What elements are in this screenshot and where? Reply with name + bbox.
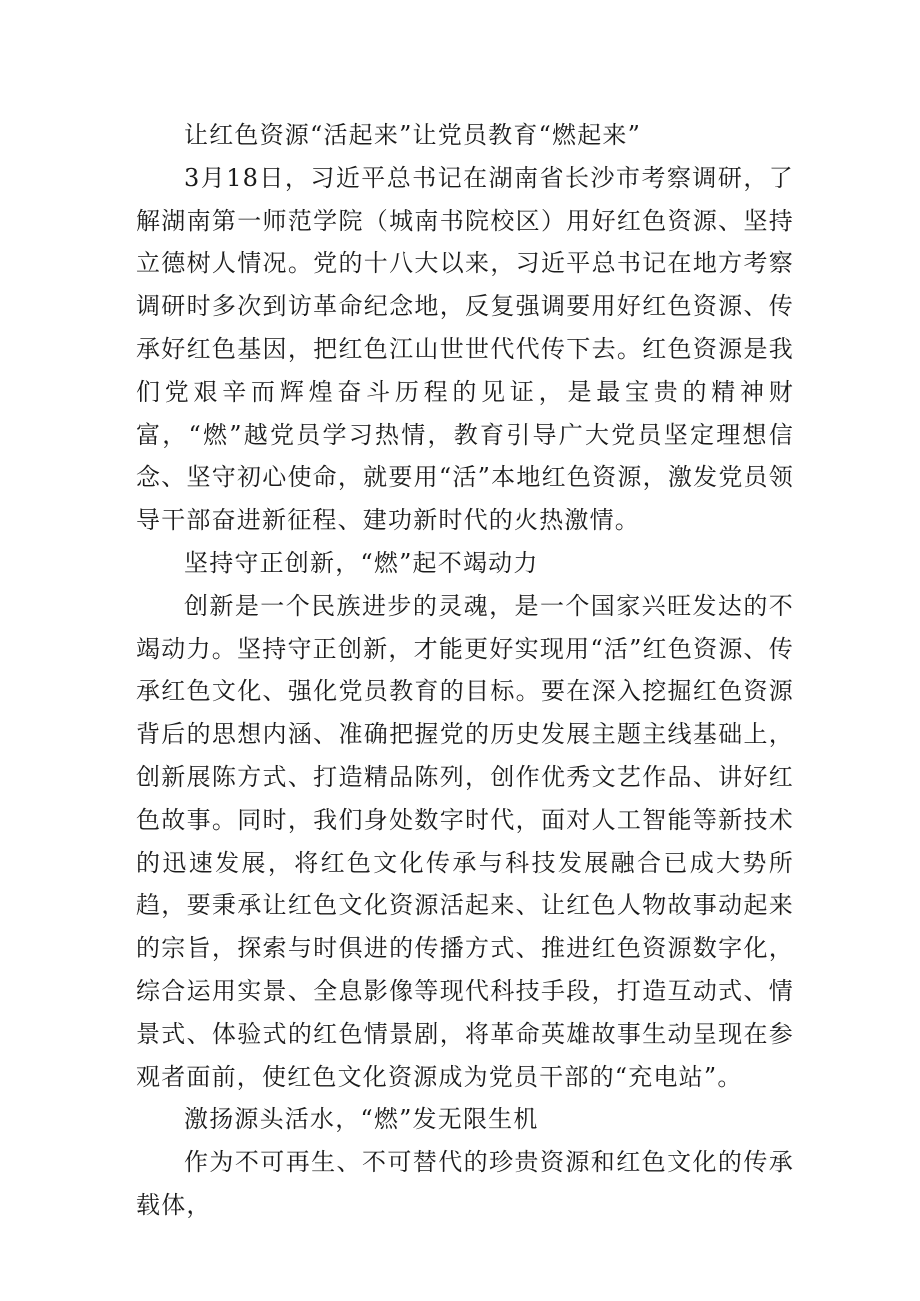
document-body <box>136 114 794 1227</box>
section-heading: 坚持守正创新，“燃”起不竭动力 <box>184 548 539 577</box>
section-heading: 激扬源头活水，“燃”发无限生机 <box>184 1105 539 1134</box>
document-title: 让红色资源“活起来”让党员教育“燃起来” <box>184 121 642 149</box>
paragraph: 创新是一个民族进步的灵魂，是一个国家兴旺发达的不竭动力。坚持守正创新，才能更好实现用“活”红色资源、传承红色文化、强化党员教育的目标。要在深入挖掘红色资源背后的思想内涵、准确把握党的历史发展主题主线基础上，创新展陈方式、打造精品陈列，创作优秀文艺作品、讲好红色故事。同时，我们身处数字时代，面对人工智能等新技术的迅速发展，将红色文化传承与科技发展融合已成大势所趋，要秉承让红色文化资源活起来、让红色人物故事动起来的宗旨，探索与时俱进的传播方式、推进红色资源数字化，综合运用实景、全息影像等现代科技手段，打造互动式、情景式、体验式的红色情景剧，将革命英雄故事生动呈现在参观者面前，使红色文化资源成为党员干部的“充电站”。 <box>136 591 794 1091</box>
paragraph: 作为不可再生、不可替代的珍贵资源和红色文化的传承载体， <box>136 1148 794 1219</box>
paragraph: 3月18日，习近平总书记在湖南省长沙市考察调研，了解湖南第一师范学院（城南书院校区）用好红色资源、坚持立德树人情况。党的十八大以来，习近平总书记在地方考察调研时多次到访革命纪念地，反复强调要用好红色资源、传承好红色基因，把红色江山世世代代传下去。红色资源是我们党艰辛而辉煌奋斗历程的见证，是最宝贵的精神财富，“燃”越党员学习热情，教育引导广大党员坚定理想信念、坚守初心使命，就要用“活”本地红色资源，激发党员领导干部奋进新征程、建功新时代的火热激情。 <box>136 163 794 535</box>
